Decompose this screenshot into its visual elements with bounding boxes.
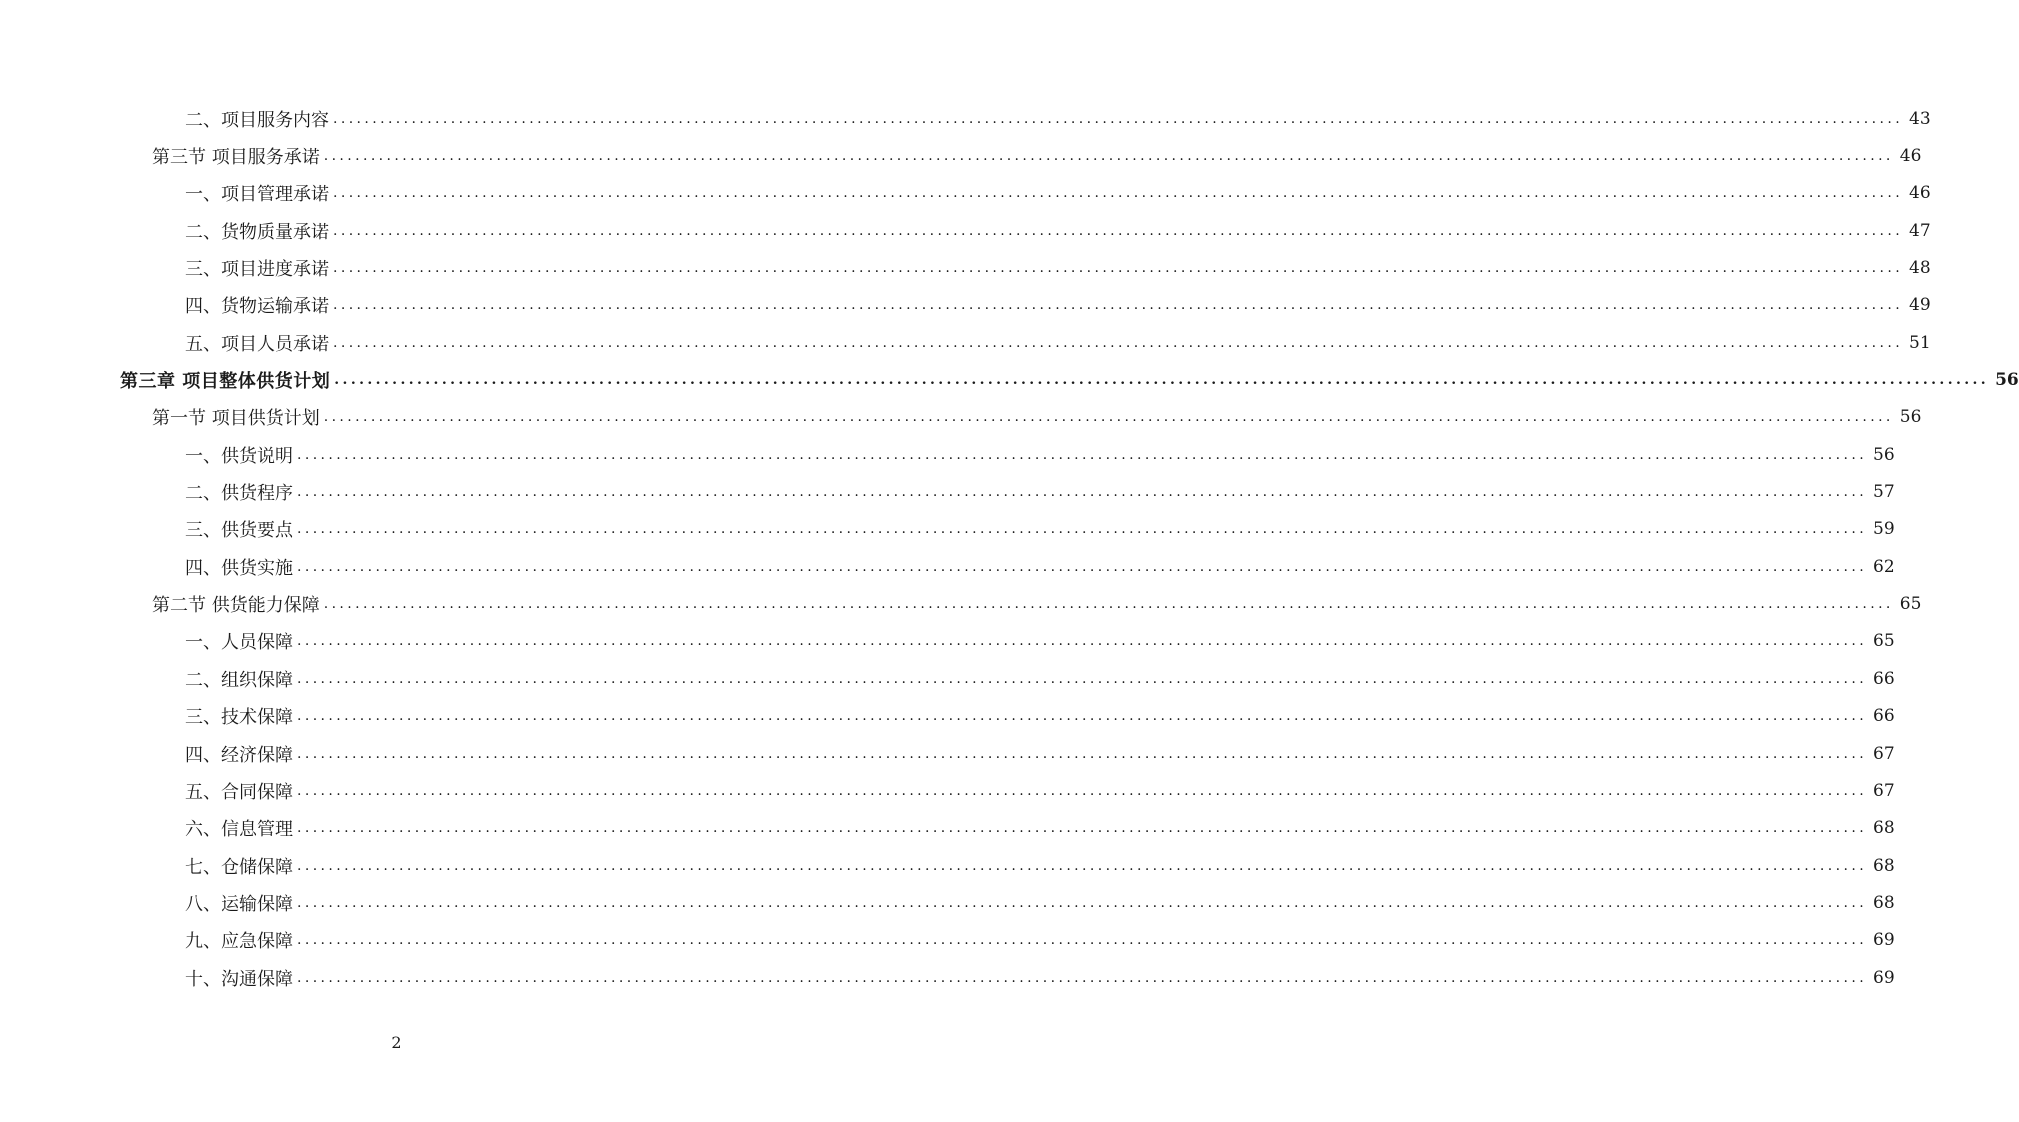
toc-leader-dots: ........................................................................................................................................................................................................ (297, 745, 1868, 762)
toc-entry-page: 56 (1873, 444, 1895, 465)
toc-leader-dots: ........................................................................................................................................................................................................ (333, 110, 1904, 127)
toc-entry-label: 四、供货实施 (185, 554, 295, 580)
toc-entry-page: 67 (1873, 743, 1895, 764)
toc-leader-dots: ........................................................................................................................................................................................................ (297, 820, 1868, 837)
toc-entry[interactable] (0, 922, 1895, 959)
toc-leader-dots: ........................................................................................................................................................................................................ (297, 521, 1868, 538)
toc-leader-dots: ........................................................................................................................................................................................................ (333, 260, 1904, 277)
toc-leader-dots: ........................................................................................................................................................................................................ (297, 670, 1868, 687)
toc-leader-dots: ........................................................................................................................................................................................................ (333, 185, 1904, 202)
toc-chapter-entry[interactable] (0, 361, 2019, 398)
toc-entry-page: 57 (1873, 482, 1895, 503)
toc-entry-label: 四、经济保障 (185, 741, 295, 767)
toc-entry-label: 二、组织保障 (185, 666, 295, 692)
toc-entry[interactable] (0, 287, 1931, 324)
toc-entry-label: 第三节 项目服务承诺 (152, 143, 322, 169)
toc-entry[interactable] (0, 585, 1922, 622)
toc-entry[interactable] (0, 436, 1895, 473)
toc-entry-page: 48 (1909, 258, 1931, 279)
toc-entry[interactable] (0, 137, 1922, 174)
toc-entry[interactable] (0, 772, 1895, 809)
toc-entry-label: 第二节 供货能力保障 (152, 591, 322, 617)
toc-entry-page: 56 (1899, 407, 1922, 428)
toc-entry[interactable] (0, 735, 1895, 772)
toc-leader-dots: ........................................................................................................................................................................................................ (297, 708, 1868, 725)
toc-leader-dots: ........................................................................................................................................................................................................ (333, 222, 1904, 239)
toc-entry[interactable] (0, 473, 1895, 510)
toc-entry[interactable] (0, 847, 1895, 884)
toc-entry-page: 62 (1873, 556, 1895, 577)
toc-entry-page: 43 (1909, 108, 1931, 129)
toc-entry-label: 第一节 项目供货计划 (152, 404, 322, 430)
toc-entry-label: 十、沟通保障 (185, 965, 295, 991)
toc-entry-page: 69 (1873, 967, 1895, 988)
toc-leader-dots: ........................................................................................................................................................................................................ (333, 297, 1904, 314)
toc-entry-label: 二、项目服务内容 (185, 106, 331, 132)
toc-leader-dots: ........................................................................................................................................................................................................ (323, 596, 1894, 613)
toc-entry[interactable] (0, 884, 1895, 921)
toc-entry-label: 一、人员保障 (185, 628, 295, 654)
toc-entry[interactable] (0, 249, 1931, 286)
toc-entry-label: 二、货物质量承诺 (185, 218, 331, 244)
toc-entry-page: 67 (1873, 780, 1895, 801)
toc-leader-dots: ........................................................................................................................................................................................................ (334, 372, 1990, 389)
toc-leader-dots: ........................................................................................................................................................................................................ (297, 857, 1868, 874)
toc-leader-dots: ........................................................................................................................................................................................................ (297, 633, 1868, 650)
toc-entry[interactable] (0, 212, 1931, 249)
toc-entry[interactable] (0, 810, 1895, 847)
toc-leader-dots: ........................................................................................................................................................................................................ (323, 409, 1894, 426)
toc-entry-page: 66 (1873, 668, 1895, 689)
toc-entry[interactable] (0, 660, 1895, 697)
toc-entry[interactable] (0, 959, 1895, 996)
toc-entry-page: 49 (1909, 295, 1931, 316)
toc-entry-label: 三、技术保障 (185, 703, 295, 729)
toc-entry[interactable] (0, 623, 1895, 660)
toc-entry-label: 一、供货说明 (185, 442, 295, 468)
toc-entry-page: 68 (1873, 892, 1895, 913)
toc-entry-label: 七、仓储保障 (185, 853, 295, 879)
toc-entry[interactable] (0, 399, 1922, 436)
toc-entry-label: 一、项目管理承诺 (185, 180, 331, 206)
toc-leader-dots: ........................................................................................................................................................................................................ (333, 334, 1904, 351)
toc-entry-page: 68 (1873, 818, 1895, 839)
toc-entry-page: 47 (1909, 220, 1931, 241)
toc-leader-dots: ........................................................................................................................................................................................................ (297, 558, 1868, 575)
page-number: 2 (391, 1033, 402, 1052)
toc-leader-dots: ........................................................................................................................................................................................................ (297, 484, 1868, 501)
toc-entry-page: 65 (1873, 631, 1895, 652)
toc-entry[interactable] (0, 511, 1895, 548)
toc-entry-label: 第三章 项目整体供货计划 (120, 367, 332, 393)
toc-entry-label: 六、信息管理 (185, 815, 295, 841)
toc-entry-page: 66 (1873, 706, 1895, 727)
toc-entry-label: 三、供货要点 (185, 516, 295, 542)
toc-entry-label: 五、项目人员承诺 (185, 330, 331, 356)
toc-entry-label: 四、货物运输承诺 (185, 292, 331, 318)
toc-entry[interactable] (0, 324, 1931, 361)
toc-entry-page: 46 (1909, 183, 1931, 204)
toc-entry[interactable] (0, 548, 1895, 585)
toc-entry-label: 三、项目进度承诺 (185, 255, 331, 281)
toc-entry[interactable] (0, 175, 1931, 212)
toc-leader-dots: ........................................................................................................................................................................................................ (297, 446, 1868, 463)
toc-leader-dots: ........................................................................................................................................................................................................ (297, 969, 1868, 986)
toc-entry-label: 二、供货程序 (185, 479, 295, 505)
toc-leader-dots: ........................................................................................................................................................................................................ (297, 932, 1868, 949)
toc-entry-page: 59 (1873, 519, 1895, 540)
toc-entry-label: 五、合同保障 (185, 778, 295, 804)
toc-entry-page: 46 (1899, 146, 1922, 167)
toc-entry-page: 56 (1995, 370, 2019, 391)
toc-leader-dots: ........................................................................................................................................................................................................ (323, 148, 1894, 165)
toc-entry-page: 51 (1909, 332, 1931, 353)
toc-entry-label: 八、运输保障 (185, 890, 295, 916)
toc-leader-dots: ........................................................................................................................................................................................................ (297, 894, 1868, 911)
toc-entry[interactable] (0, 698, 1895, 735)
toc-entry-label: 九、应急保障 (185, 927, 295, 953)
toc-entry-page: 69 (1873, 930, 1895, 951)
toc-entry-page: 65 (1899, 594, 1922, 615)
toc-entry-page: 68 (1873, 855, 1895, 876)
toc-leader-dots: ........................................................................................................................................................................................................ (297, 782, 1868, 799)
toc-entry[interactable] (0, 100, 1931, 137)
table-of-contents (0, 100, 2019, 996)
